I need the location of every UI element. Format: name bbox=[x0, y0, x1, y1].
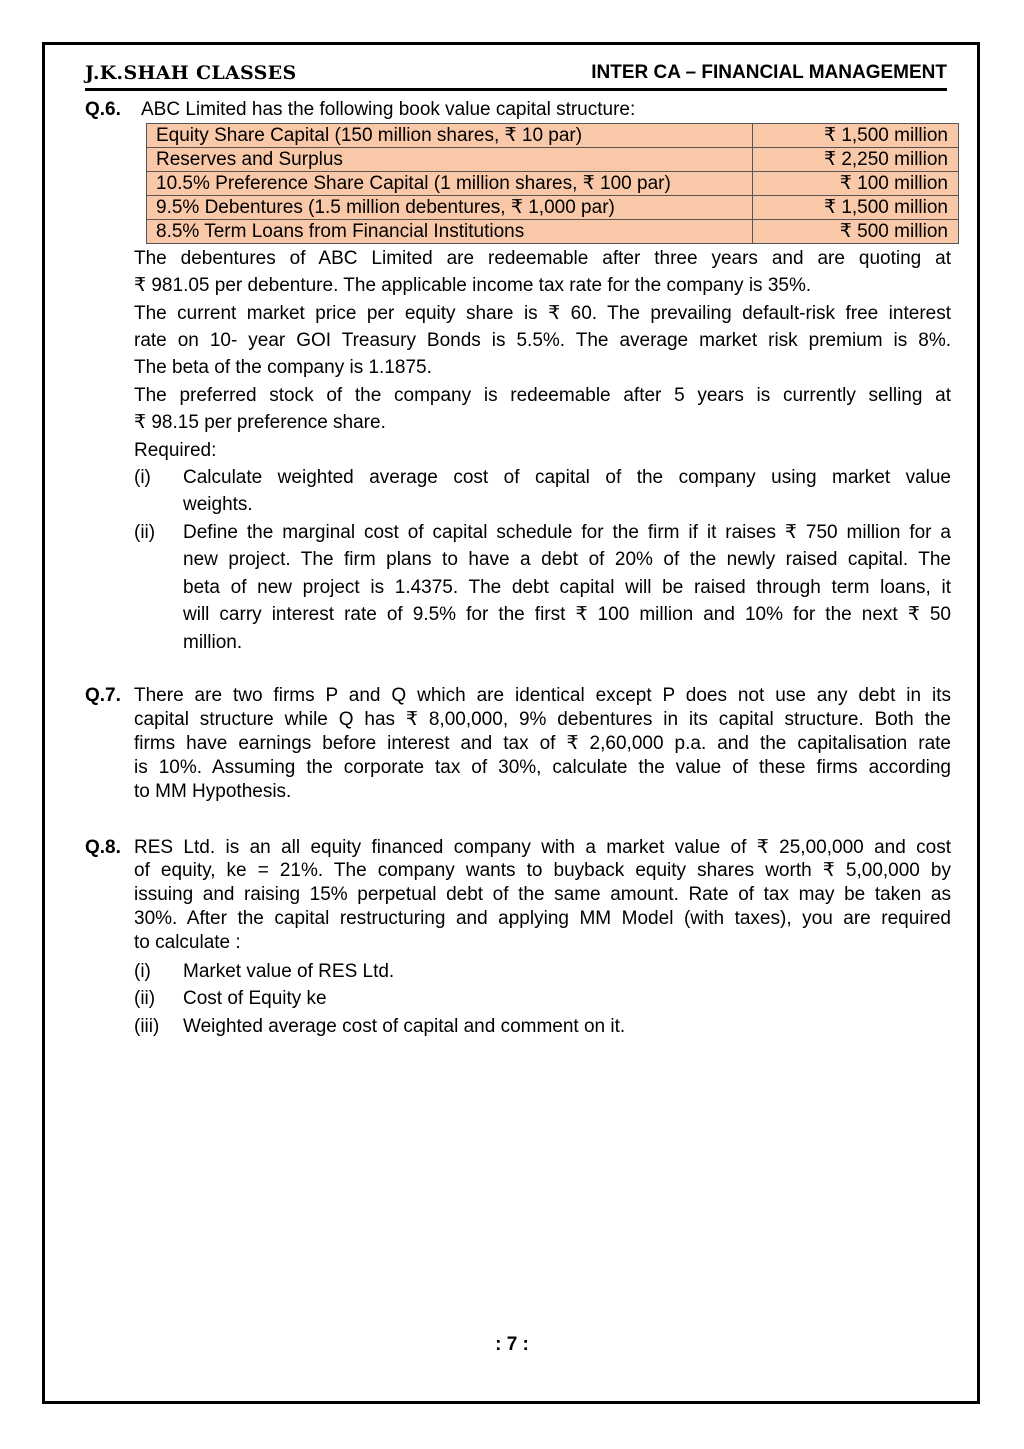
q7-line2: capital structure while Q has ₹ 8,00,000, 9% debentures in its capital structure. Both the bbox=[134, 709, 951, 730]
q7-line5: to MM Hypothesis. bbox=[134, 781, 292, 802]
q6-para2-line2: rate on 10- year GOI Treasury Bonds is 5.5%. The average market risk premium is 8%. bbox=[134, 330, 951, 351]
q6-required: Required: bbox=[134, 440, 217, 461]
q6-number: Q.6. bbox=[85, 99, 121, 120]
q7-line1: There are two firms P and Q which are identical except P does not use any debt in its bbox=[134, 685, 951, 706]
q8-number: Q.8. bbox=[85, 837, 121, 858]
q7-line3: firms have earnings before interest and tax of ₹ 2,60,000 p.a. and the capitalisation rate bbox=[134, 733, 951, 754]
q6-para2-line3: The beta of the company is 1.1875. bbox=[134, 357, 432, 378]
q7-number: Q.7. bbox=[85, 685, 121, 706]
q8-line5: to calculate : bbox=[134, 932, 241, 953]
table-row bbox=[147, 172, 959, 196]
q8-line1: RES Ltd. is an all equity financed company with a market value of ₹ 25,00,000 and cost bbox=[134, 837, 951, 858]
table-value: ₹ 100 million bbox=[753, 172, 959, 196]
table-row bbox=[147, 124, 959, 148]
q6-item-i-line2: weights. bbox=[183, 494, 253, 515]
q8-line3: issuing and raising 15% perpetual debt of the same amount. Rate of tax may be taken as bbox=[134, 884, 951, 905]
q8-item-text: Weighted average cost of capital and comment on it. bbox=[183, 1016, 626, 1037]
q6-para3-line1: The preferred stock of the company is redeemable after 5 years is currently selling at bbox=[134, 385, 951, 406]
q6-para1-line2: ₹ 981.05 per debenture. The applicable income tax rate for the company is 35%. bbox=[134, 275, 812, 296]
header-subject: INTER CA – FINANCIAL MANAGEMENT bbox=[591, 62, 947, 83]
q6-para3-line2: ₹ 98.15 per preference share. bbox=[134, 412, 386, 433]
header-institute: J.K.SHAH CLASSES bbox=[85, 62, 297, 84]
q6-item-ii-line3: beta of new project is 1.4375. The debt capital will be raised through term loans, it bbox=[183, 577, 951, 598]
q7-line4: is 10%. Assuming the corporate tax of 30%, calculate the value of these firms according bbox=[134, 757, 951, 778]
q6-item-i-number: (i) bbox=[134, 467, 151, 488]
header-rule bbox=[85, 88, 947, 91]
table-value: ₹ 500 million bbox=[753, 220, 959, 244]
q8-item-text: Cost of Equity ke bbox=[183, 988, 327, 1009]
page-number: : 7 : bbox=[495, 1334, 529, 1355]
q8-line2: of equity, ke = 21%. The company wants to buyback equity shares worth ₹ 5,00,000 by bbox=[134, 860, 951, 881]
table-item: 10.5% Preference Share Capital (1 million shares, ₹ 100 par) bbox=[147, 172, 753, 196]
q6-item-i-line1: Calculate weighted average cost of capital of the company using market value bbox=[183, 467, 951, 488]
table-value: ₹ 1,500 million bbox=[753, 196, 959, 220]
table-value: ₹ 1,500 million bbox=[753, 124, 959, 148]
table-item: Reserves and Surplus bbox=[147, 148, 753, 172]
q6-item-ii-line5: million. bbox=[183, 632, 243, 653]
q8-item-number: (ii) bbox=[134, 988, 156, 1009]
capital-structure-table bbox=[146, 123, 959, 244]
table-row bbox=[147, 148, 959, 172]
q6-item-ii-line2: new project. The firm plans to have a debt of 20% of the newly raised capital. The bbox=[183, 549, 951, 570]
table-value: ₹ 2,250 million bbox=[753, 148, 959, 172]
table-row bbox=[147, 220, 959, 244]
table-item: Equity Share Capital (150 million shares, ₹ 10 par) bbox=[147, 124, 753, 148]
q6-para1-line1: The debentures of ABC Limited are redeemable after three years and are quoting at bbox=[134, 248, 951, 269]
q6-intro: ABC Limited has the following book value capital structure: bbox=[141, 99, 636, 120]
table-item: 9.5% Debentures (1.5 million debentures, ₹ 1,000 par) bbox=[147, 196, 753, 220]
q6-item-ii-line1: Define the marginal cost of capital schedule for the firm if it raises ₹ 750 million for a bbox=[183, 522, 951, 543]
table-row bbox=[147, 196, 959, 220]
page-header bbox=[85, 62, 947, 86]
q6-item-ii-line4: will carry interest rate of 9.5% for the first ₹ 100 million and 10% for the next ₹ 50 bbox=[183, 604, 951, 625]
q8-item-number: (i) bbox=[134, 961, 151, 982]
q8-line4: 30%. After the capital restructuring and applying MM Model (with taxes), you are required bbox=[134, 908, 951, 929]
q8-item-text: Market value of RES Ltd. bbox=[183, 961, 395, 982]
q6-item-ii-number: (ii) bbox=[134, 522, 156, 543]
q8-item-number: (iii) bbox=[134, 1016, 160, 1037]
table-item: 8.5% Term Loans from Financial Institutions bbox=[147, 220, 753, 244]
q6-para2-line1: The current market price per equity share is ₹ 60. The prevailing default-risk free interest bbox=[134, 303, 951, 324]
